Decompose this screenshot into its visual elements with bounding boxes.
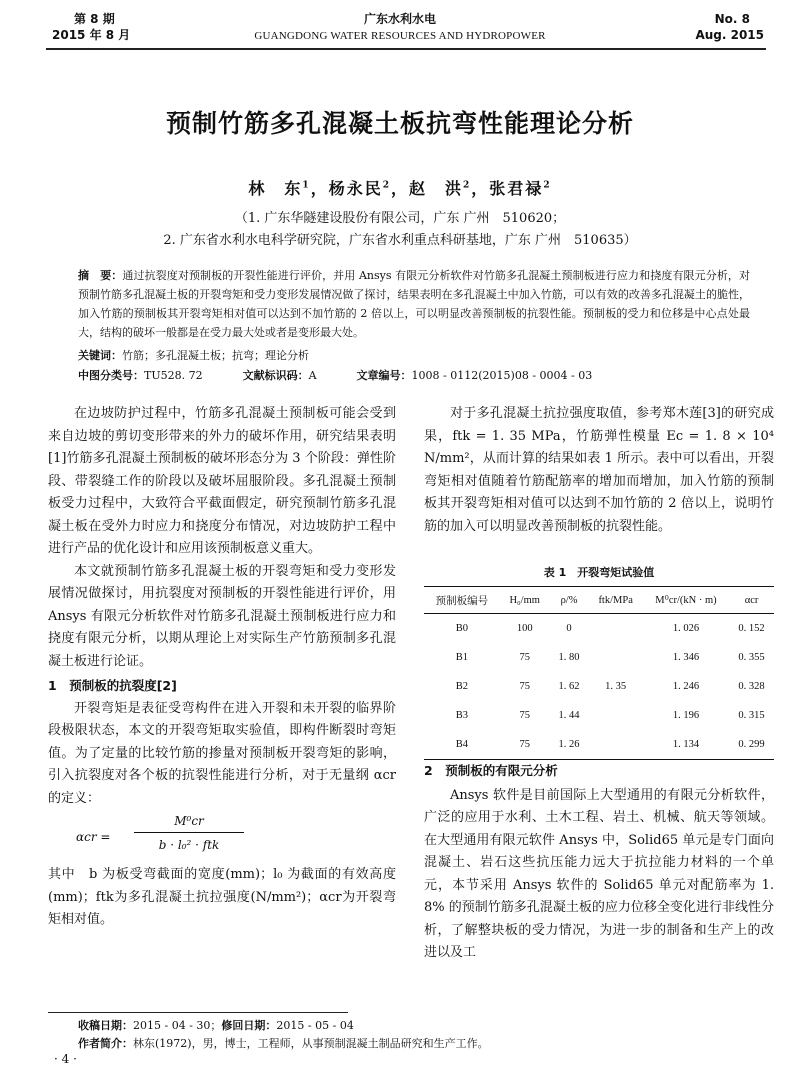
affiliation-2: 2. 广东省水利水电科学研究院，广东省水利重点科研基地，广东 广州 510635） [163,233,637,248]
journal-name-cn: 广东水利水电 [363,12,436,26]
table-cell: 1. 62 [558,681,580,692]
table-cell: 1. 196 [672,710,700,721]
table-cell: 1. 134 [643,730,729,760]
table-row [424,730,774,760]
keywords [78,346,309,365]
issue-date-en: Aug. 2015 [695,28,764,42]
table-cell: B0 [455,623,468,634]
table-cell: 1. 246 [672,681,700,692]
table-cell: 0 [566,623,572,634]
classification-line [78,366,778,385]
author-name: 赵 洪 [409,179,464,198]
right-column-lower [424,760,774,965]
author-affil-mark: 2 [543,180,552,191]
table-row [424,614,774,644]
table-cell: 1. 346 [672,652,700,663]
intro-paragraph-2: 本文就预制竹筋多孔混凝土板的开裂弯矩和受力变形发展情况做探讨，用抗裂度对预制板的开裂性能进行评价，用 Ansys 有限元分析软件对竹筋多孔混凝土预制板进行应力和挠度有限元分析，以期从理论上对实际生产竹筋预制多孔混凝土板进行论证。 [48,563,396,669]
table-cell: 75 [519,710,530,721]
table-cell [588,614,643,644]
doc-code: A [308,369,317,382]
table-cell: 0. 328 [738,681,765,692]
revised-date: 2015 - 05 - 04 [276,1019,354,1032]
author-name: 林 东 [248,179,303,198]
table-cell [588,643,643,672]
author-affil-mark: 1 [302,180,311,191]
table-cell: 100 [516,623,533,634]
formula-numerator: M⁰cr [134,810,244,833]
table-cell: 75 [500,730,550,760]
affiliation-1: （1. 广东华隧建设股份有限公司，广东 广州 510620； [234,211,566,226]
table-cell: 0. 355 [738,652,765,663]
section2-paragraph: Ansys 软件是目前国际上大型通用的有限元分析软件，广泛的应用于水利、土木工程、岩土、机械、航天等领域。在大型通用有限元软件 Ansys 中，Solid65 单元是专门面向混凝土、岩石这些抗压能力远大于抗拉能力材料的一个单元，本节采用 Ansys 软件的 Solid65 单元对配筋率为 1. 8% 的预制竹筋多孔混凝土板的应力位移全变化进行非线性分析，了解整块板的受力情况，为进一步的制备和生产上的改进以及工 [424,787,774,960]
table-cell: 1. 26 [550,730,589,760]
author-bio-line [78,1034,489,1053]
abstract [78,266,750,342]
table-row [424,701,774,730]
table-cell: 1. 026 [672,623,700,634]
right-column [424,403,774,538]
table-header-cell: M⁰cr/(kN · m) [643,587,729,614]
table-row [424,672,774,701]
header-rule [46,48,766,50]
author-bio-label: 作者简介： [78,1037,133,1050]
table-cell: 0. 315 [738,710,765,721]
article-number: 1008 - 0112(2015)08 - 0004 - 03 [411,369,593,382]
section1-paragraph: 开裂弯矩是表征受弯构件在进入开裂和未开裂的临界阶段极限状态，本文的开裂弯矩取实验值，即构件断裂时弯矩值。为了定量的比较竹筋的掺量对预制板开裂弯矩的影响，引入抗裂度对各个板的抗裂性能进行分析，对于无量纲 αcr 的定义： [48,700,396,806]
table-cell [588,730,643,760]
author-bio: 林东(1972)，男，博士，工程师，从事预制混凝土制品研究和生产工作。 [133,1037,489,1050]
crack-resistance-formula [48,810,396,864]
table-row [424,643,774,672]
table-header-row [424,587,774,614]
author-name: 张君禄 [489,179,544,198]
footnote-rule [48,1012,348,1013]
table-header-cell: ftk/MPa [588,587,643,614]
paper-title: 预制竹筋多孔混凝土板抗弯性能理论分析 [165,109,634,138]
author-affil-mark: 2 [463,180,472,191]
table-header-cell: ρ/% [550,587,589,614]
intro-paragraph-1: 在边坡防护过程中，竹筋多孔混凝土预制板可能会受到来自边坡的剪切变形带来的外力的破坏作用，研究结果表明[1]竹筋多孔混凝土预制板的破坏形态分为 3 个阶段：弹性阶段、带裂缝工作的阶段以及破坏屈服阶段。多孔混凝土预制板受力过程中，大致符合平截面假定，研究预制竹筋多孔混凝土板在受外力时应力和挠度分布情况，对边坡防护工程中进行产品的优化设计和应用该预制板意义重大。 [48,406,396,556]
abstract-text: 通过抗裂度对预制板的开裂性能进行评价，并用 Ansys 有限元分析软件对竹筋多孔混凝土预制板进行应力和挠度有限元分析，对预制竹筋多孔混凝土板的开裂弯矩和受力变形发展情况做了探讨，结果表明在多孔混凝土中加入竹筋，可以有效的改善多孔混凝土的脆性，加入竹筋的预制板其开裂弯矩相对值可以达到不加竹筋的 2 倍以上，可以明显改善预制板的抗裂性能。预制板的受力和位移是中心点处最大，结构的破坏一般都是在受力最大处或者是变形最大处。 [78,269,751,339]
table-cell: 75 [519,652,530,663]
table-cell [588,701,643,730]
issue-number-cn: 第 8 期 [74,12,115,26]
author-affil-mark: 2 [382,180,391,191]
clc-label: 中图分类号： [78,369,144,382]
table-cell: B3 [455,710,468,721]
received-date: 2015 - 04 - 30； [133,1019,222,1032]
table-cell: 75 [519,681,530,692]
crack-moment-table [424,586,774,760]
table-caption: 表 1 开裂弯矩试验值 [543,566,655,579]
section-heading-2: 2 预制板的有限元分析 [424,763,558,778]
table-cell: 0. 152 [738,623,765,634]
keywords-label: 关键词： [78,349,122,362]
abstract-label: 摘 要： [78,269,123,282]
dates-line [78,1016,354,1035]
journal-name-en: GUANGDONG WATER RESOURCES AND HYDROPOWER [254,30,546,42]
revised-label: 修回日期： [221,1019,277,1032]
left-column [48,403,396,932]
table-cell: 1. 35 [605,681,627,692]
table-header-cell: αcr [729,587,774,614]
formula-denominator: b · l₀² · ftk [158,838,220,852]
author-name: 杨永民 [328,179,383,198]
tensile-strength-paragraph: 对于多孔混凝土抗拉强度取值，参考郑木莲[3]的研究成果，ftk = 1. 35 MPa，竹筋弹性模量 Ec = 1. 8 × 10⁴ N/mm²，从而计算的结果如表 1 所示。表中可以看出，开裂弯矩相对值随着竹筋配筋率的增加而增加，加入竹筋的预制板其开裂弯矩相对值可以达到不加竹筋的 2 倍以上，说明竹筋的加入可以明显改善预制板的抗裂性能。 [424,406,774,534]
section-heading-1: 1 预制板的抗裂度[2] [48,678,177,693]
keywords-text: 竹筋；多孔混凝土板；抗弯；理论分析 [122,349,309,362]
formula-lhs: αcr = [76,830,111,844]
formula-explanation: 其中 b 为板受弯截面的宽度(mm)；l₀ 为截面的有效高度(mm)；ftk为多孔混凝土抗拉强度(N/mm²)；αcr为开裂弯矩相对值。 [48,867,396,927]
page-number: · 4 · [54,1052,77,1066]
table-header-cell: H₀/mm [500,587,550,614]
table-cell: B1 [455,652,468,663]
table-cell: 1. 44 [558,710,580,721]
clc-code: TU528. 72 [144,369,203,382]
doc-code-label: 文献标识码： [242,369,309,382]
table-header-cell: 预制板编号 [424,587,500,614]
received-label: 收稿日期： [78,1019,133,1032]
article-number-label: 文章编号： [356,369,412,382]
table-cell: B4 [424,730,500,760]
table-cell: B2 [455,681,468,692]
table-cell: 0. 299 [729,730,774,760]
issue-date-cn: 2015 年 8 月 [52,28,131,42]
issue-number-en: No. 8 [714,12,750,26]
author-list: 林 东$^1$，杨永民$^2$，赵 洪$^2$，张君禄$^2$ [248,179,552,198]
table-cell: 1. 80 [558,652,580,663]
